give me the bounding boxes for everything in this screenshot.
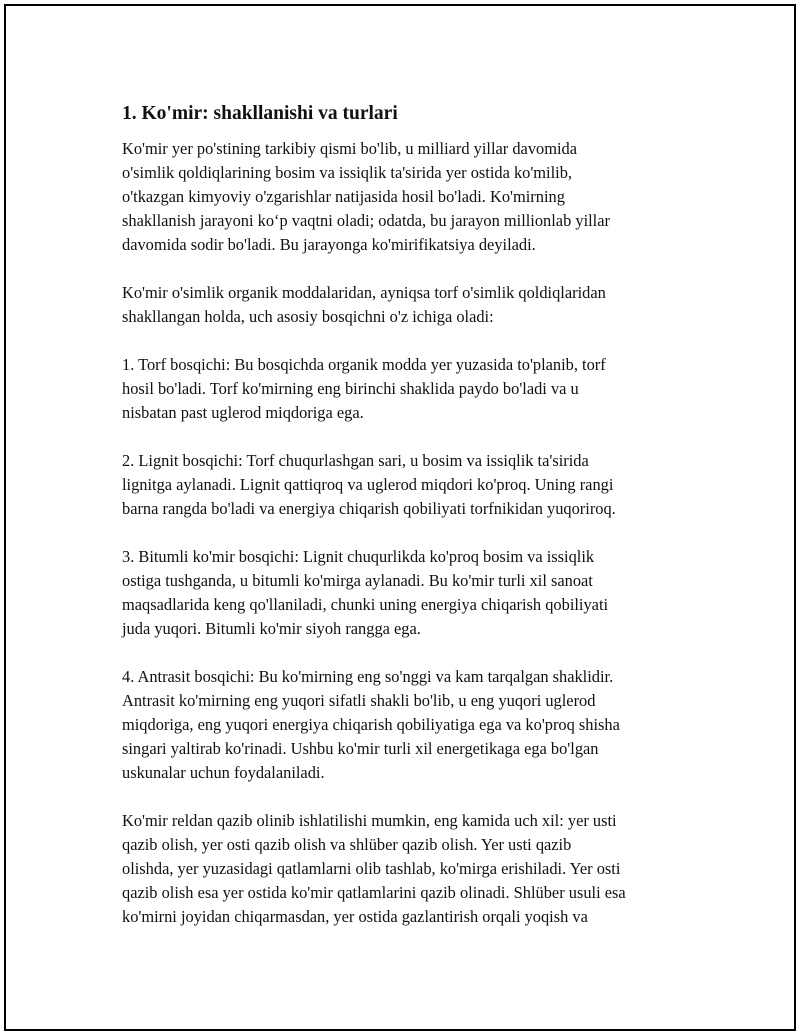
text-line: Antrasit ko'mirning eng yuqori sifatli shakli bo'lib, u eng yuqori uglerod (122, 691, 596, 710)
text-line: 3. Bitumli ko'mir bosqichi: Lignit chuqurlikda ko'proq bosim va issiqlik (122, 547, 595, 566)
text-line: 2. Lignit bosqichi: Torf chuqurlashgan sari, u bosim va issiqlik ta'sirida (122, 451, 589, 470)
text-line: juda yuqori. Bitumli ko'mir siyoh rangga ega. (122, 619, 421, 638)
text-line: davomida sodir bo'ladi. Bu jarayonga ko'mirifikatsiya deyiladi. (122, 235, 536, 254)
text-line: Ko'mir o'simlik organik moddalaridan, ayniqsa torf o'simlik qoldiqlaridan (122, 283, 606, 302)
paragraph-lignite-stage (122, 449, 702, 521)
paragraph-peat-stage (122, 353, 702, 425)
paragraph-bituminous-stage (122, 545, 702, 641)
page-border (4, 4, 796, 1031)
text-line: o'tkazgan kimyoviy o'zgarishlar natijasida hosil bo'ladi. Ko'mirning (122, 187, 565, 206)
text-line: 4. Antrasit bosqichi: Bu ko'mirning eng so'nggi va kam tarqalgan shaklidir. (122, 667, 614, 686)
section-heading: 1. Ko'mir: shakllanishi va turlari (122, 103, 398, 124)
text-line: shakllangan holda, uch asosiy bosqichni o'z ichiga oladi: (122, 307, 494, 326)
text-line: uskunalar uchun foydalaniladi. (122, 763, 325, 782)
text-line: nisbatan past uglerod miqdoriga ega. (122, 403, 364, 422)
document-body (122, 102, 702, 953)
text-line: ostiga tushganda, u bitumli ko'mirga aylanadi. Bu ko'mir turli xil sanoat (122, 571, 593, 590)
text-line: miqdoriga, eng yuqori energiya chiqarish qobiliyatiga ega va ko'proq shisha (122, 715, 620, 734)
text-line: lignitga aylanadi. Lignit qattiqroq va uglerod miqdori ko'proq. Uning rangi (122, 475, 614, 494)
text-line: singari yaltirab ko'rinadi. Ushbu ko'mir turli xil energetikaga ega bo'lgan (122, 739, 599, 758)
text-line: ko'mirni joyidan chiqarmasdan, yer ostida gazlantirish orqali yoqish va (122, 907, 588, 926)
text-line: hosil bo'ladi. Torf ko'mirning eng birinchi shaklida paydo bo'ladi va u (122, 379, 579, 398)
text-line: 1. Torf bosqichi: Bu bosqichda organik modda yer yuzasida to'planib, torf (122, 355, 606, 374)
text-line: Ko'mir reldan qazib olinib ishlatilishi mumkin, eng kamida uch xil: yer usti (122, 811, 617, 830)
text-line: maqsadlarida keng qo'llaniladi, chunki uning energiya chiqarish qobiliyati (122, 595, 609, 614)
text-line: Ko'mir yer po'stining tarkibiy qismi bo'lib, u milliard yillar davomida (122, 139, 577, 158)
text-line: olishda, yer yuzasidagi qatlamlarni olib tashlab, ko'mirga erishiladi. Yer osti (122, 859, 621, 878)
text-line: o'simlik qoldiqlarining bosim va issiqlik ta'sirida yer ostida ko'milib, (122, 163, 573, 182)
text-line: qazib olish esa yer ostida ko'mir qatlamlarini qazib olinadi. Shlüber usuli esa (122, 883, 626, 902)
text-line: shakllanish jarayoni ko‘p vaqtni oladi; odatda, bu jarayon millionlab yillar (122, 211, 610, 230)
paragraph-anthracite-stage (122, 665, 702, 785)
text-line: barna rangda bo'ladi va energiya chiqarish qobiliyati torfnikidan yuqoriroq. (122, 499, 616, 518)
paragraph-stages-intro (122, 281, 702, 329)
text-line: qazib olish, yer osti qazib olish va shlüber qazib olish. Yer usti qazib (122, 835, 572, 854)
paragraph-mining-methods (122, 809, 702, 929)
paragraph-intro (122, 137, 702, 257)
